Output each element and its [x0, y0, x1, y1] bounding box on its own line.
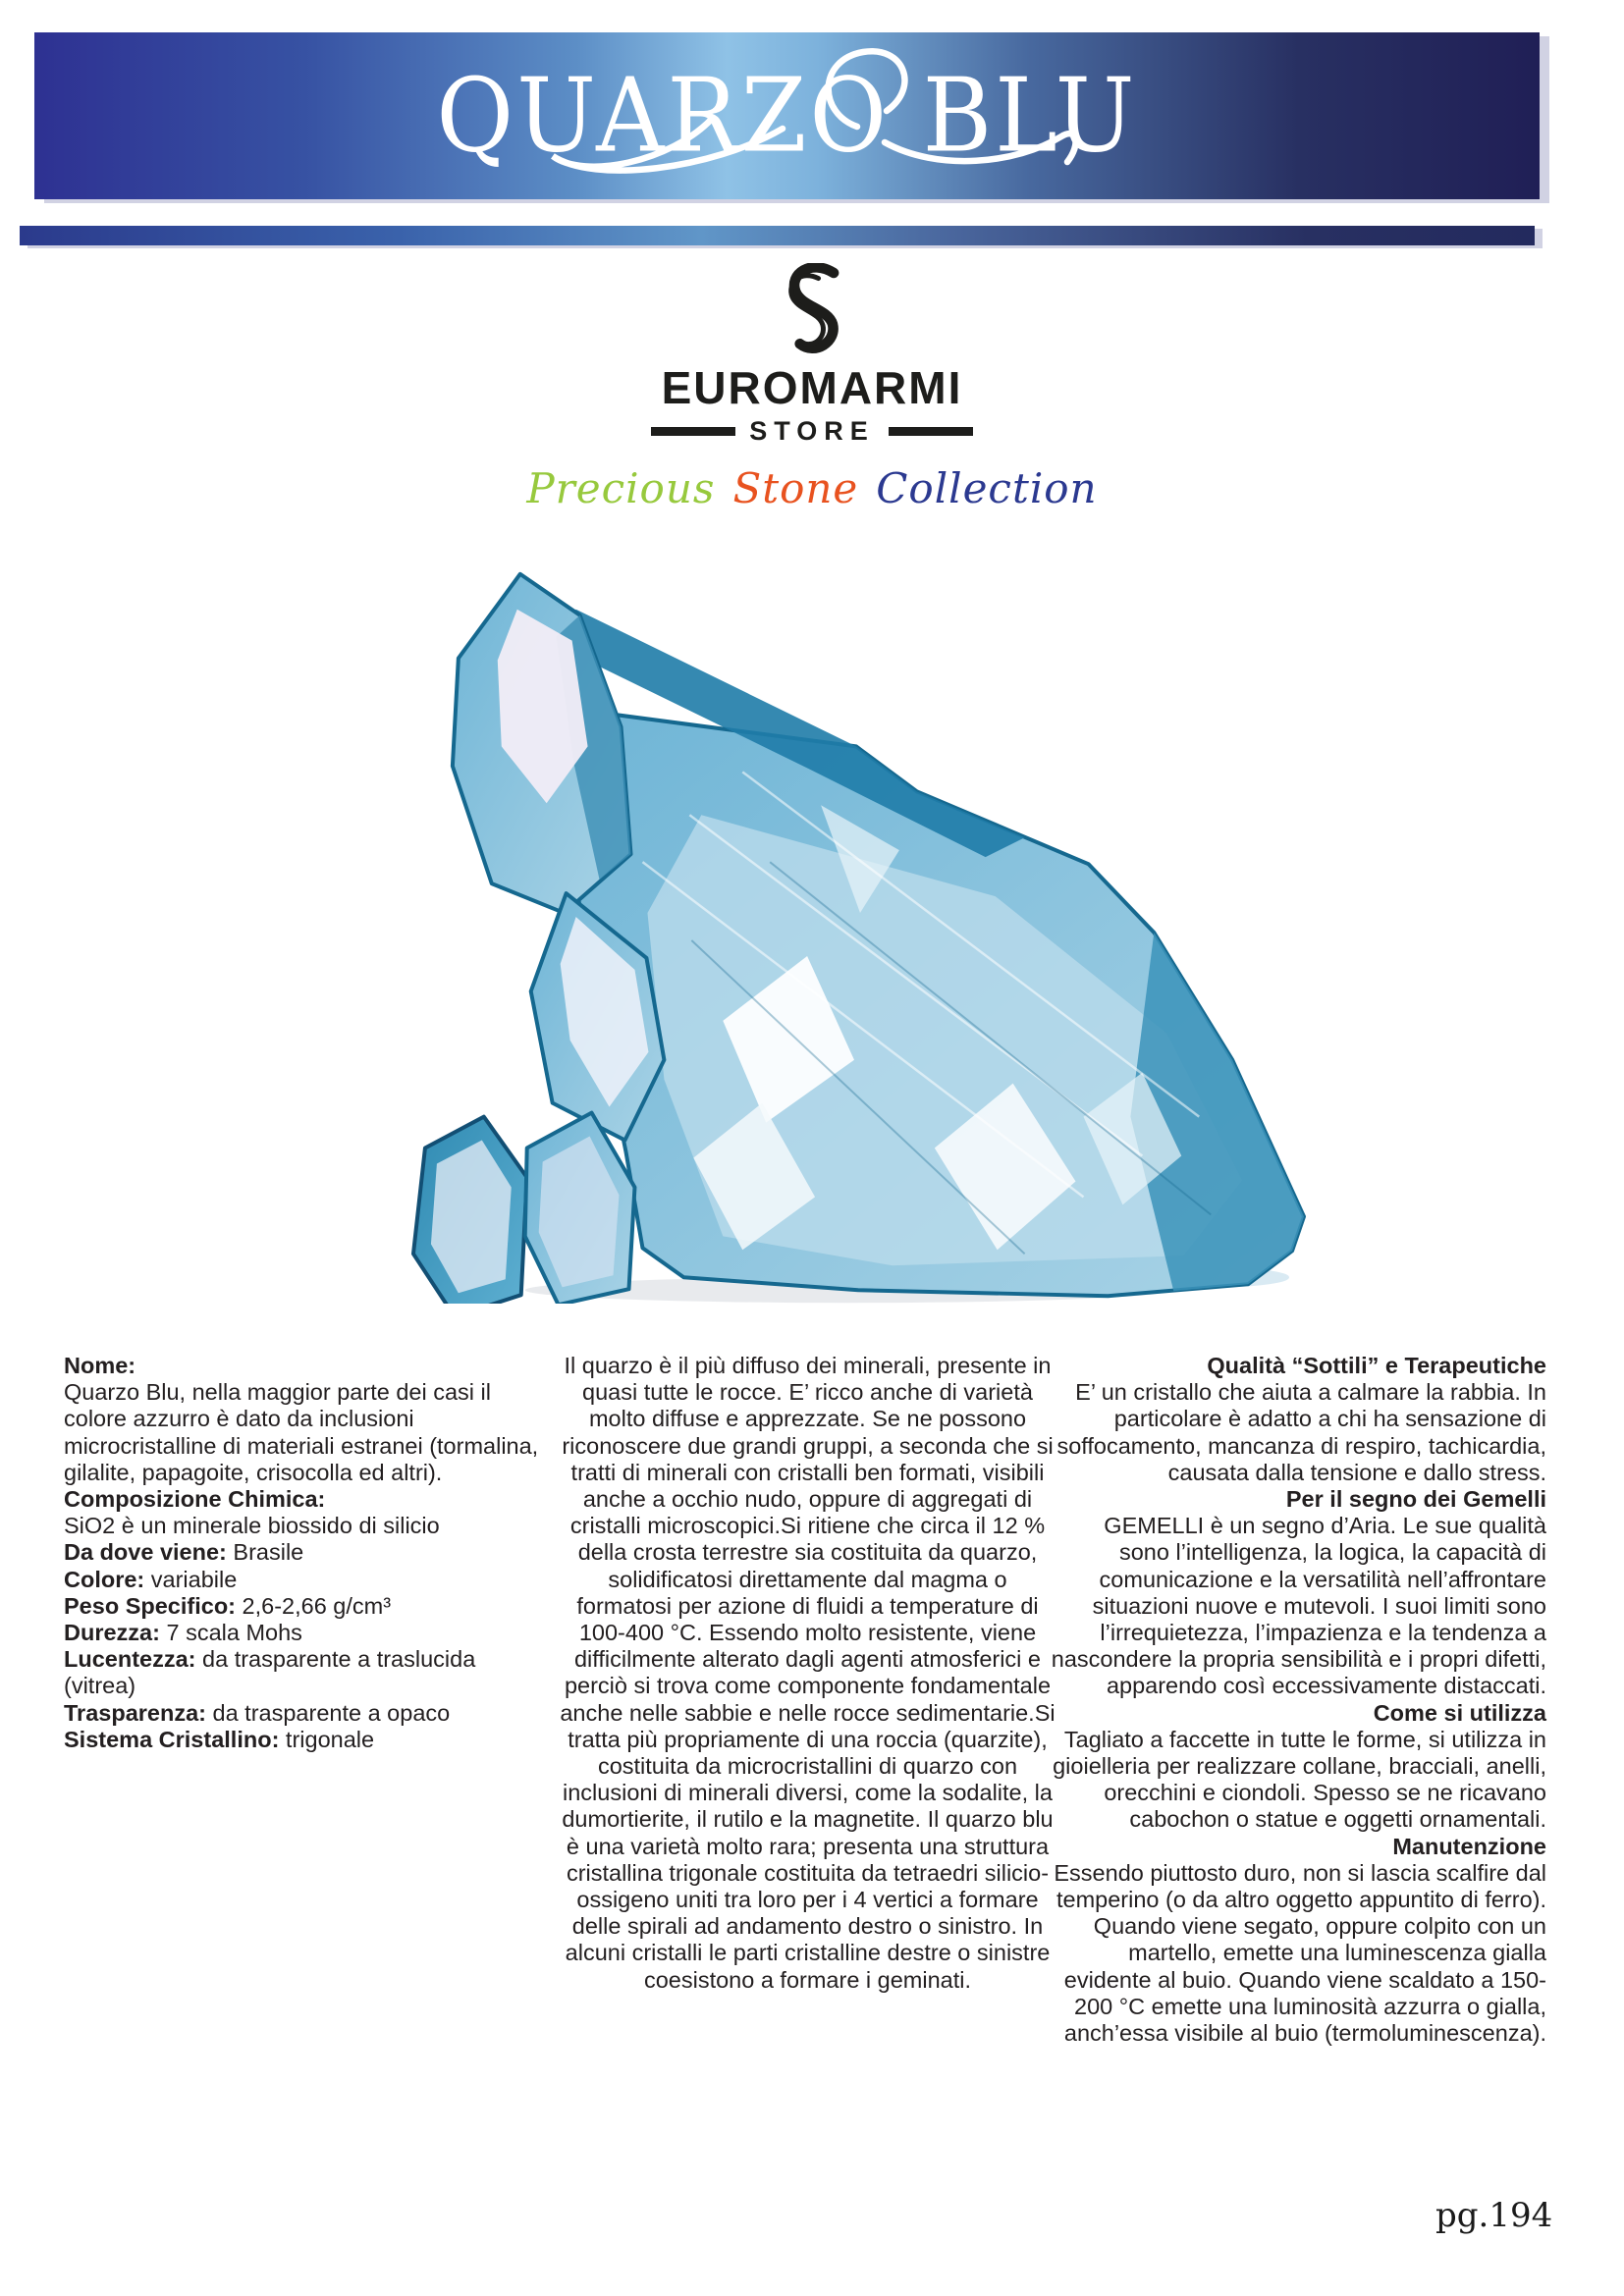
property-row [64, 1567, 552, 1593]
property-label: Da dove viene: [64, 1539, 227, 1566]
property-row [64, 1539, 552, 1566]
store-label: STORE [749, 416, 875, 446]
page-number: pg.194 [1435, 2196, 1553, 2235]
collection-word-collection: Collection [876, 464, 1098, 512]
property-row [64, 1513, 552, 1539]
property-row [64, 1593, 552, 1620]
header-divider-bar [20, 226, 1535, 245]
property-label: Sistema Cristallino: [64, 1726, 280, 1752]
section-body: Tagliato a faccette in tutte le forme, si utilizza in gioielleria per realizzare collane, bracciali, anelli, orecchini e ciondoli. Spesso se ne ricavano cabochon o statue e oggetti ornamentali. [1053, 1726, 1546, 1833]
column-properties [64, 1353, 552, 1753]
column-qualities [1051, 1353, 1546, 2047]
page-title: QUARZO BLU [436, 56, 1138, 176]
brand-name: EUROMARMI [661, 362, 963, 413]
property-value: da trasparente a traslucida (vitrea) [64, 1646, 476, 1699]
property-value: SiO2 è un minerale biossido di silicio [64, 1513, 440, 1539]
description-text: Il quarzo è il più diffuso dei minerali, presente in quasi tutte le rocce. E’ ricco anche di varietà molto diffuse e apprezzate. Se ne possono riconoscere due grandi gruppi, a seconda che si tratti di minerali con cristalli ben formati, visibili anche a occhio nudo, oppure di aggregati di cristalli microscopici.Si ritiene che circa il 12 % della crosta terrestre sia costituita da quarzo, solidificatosi direttamente dal magma o formatosi per azione di fluidi a temperature di 100-400 °C. Essendo molto resistente, viene difficilmente alterato dagli agenti atmosferici e perciò si trova come componente fondamentale anche nelle sabbie e nelle rocce sedimentarie.Si tratta più propriamente di una roccia (quarzite), costituita da microcristallini di quarzo con inclusioni di minerali diversi, come la sodalite, la dumortierite, il rutilo e la magnetite. Il quarzo blu è una varietà molto rara; presenta una struttura cristallina trigonale costituita da tetraedri silicio-ossigeno uniti tra loro per i 4 vertici a formare delle spirali ad andamento destro o sinistro. In alcuni cristalli le parti cristalline destre o sinistre coesistono a formare i geminati. [560, 1353, 1056, 1993]
section-body: Essendo piuttosto duro, non si lascia scalfire dal temperino (o da altro oggetto appuntito di ferro). Quando viene segato, oppure colpito con un martello, emette una luminescenza gialla evidente al buio. Quando viene scaldato a 150-200 °C emette una luminosità azzurra o gialla, anch’essa visibile al buio (termoluminescenza). [1054, 1859, 1546, 2047]
section-heading: Per il segno dei Gemelli [1285, 1486, 1546, 1513]
property-row [64, 1379, 552, 1486]
section-heading: Come si utilizza [1373, 1699, 1546, 1726]
property-value: variabile [144, 1566, 238, 1592]
store-rule-right [889, 427, 973, 436]
property-value: da trasparente a opaco [205, 1699, 451, 1726]
property-value: trigonale [279, 1726, 375, 1752]
property-row [64, 1646, 552, 1699]
property-label: Composizione Chimica: [64, 1486, 326, 1513]
property-row [64, 1353, 552, 1379]
collection-word-precious: Precious [526, 464, 716, 512]
property-row [64, 1727, 552, 1753]
section [1051, 1700, 1546, 1834]
property-label: Colore: [64, 1566, 145, 1592]
store-row [651, 418, 973, 445]
property-value: 7 scala Mohs [159, 1620, 302, 1646]
column-description [560, 1353, 1056, 1994]
property-row [64, 1620, 552, 1646]
collection-title [517, 464, 1106, 513]
collection-word-stone: Stone [732, 464, 859, 512]
property-value: Brasile [226, 1539, 304, 1566]
property-label: Lucentezza: [64, 1646, 196, 1673]
brand-logo [0, 263, 1624, 513]
section-body: GEMELLI è un segno d’Aria. Le sue qualità sono l’intelligenza, la logica, la capacità di comunicazione e la versatilità nell’affrontare situazioni nuove e mutevoli. I suoi limiti sono l’irrequietezza, l’impazienza e la tendenza a nascondere la propria sensibilità e i propri difetti, apparendo così eccessivamente distaccati. [1051, 1513, 1546, 1699]
section [1051, 1834, 1546, 2048]
header-banner [34, 32, 1540, 199]
section [1051, 1353, 1546, 1486]
section-heading: Manutenzione [1392, 1833, 1546, 1859]
property-label: Nome: [64, 1353, 136, 1378]
euromarmi-monogram-icon [774, 263, 850, 361]
property-label: Peso Specifico: [64, 1592, 236, 1619]
property-label: Durezza: [64, 1620, 160, 1646]
section [1051, 1486, 1546, 1700]
property-value: Quarzo Blu, nella maggior parte dei casi il colore azzurro è dato da inclusioni microcristalline di materiali estranei (tormalina, gilalite, papagoite, crisocolla ed altri). [64, 1379, 539, 1485]
property-value: 2,6-2,66 g/cm³ [236, 1592, 392, 1619]
property-row [64, 1700, 552, 1727]
crystal-image [398, 567, 1309, 1304]
section-body: E’ un cristallo che aiuta a calmare la rabbia. In particolare è adatto a chi ha sensazione di soffocamento, mancanza di respiro, tachicardia, causata dalla tensione e dallo stress. [1056, 1379, 1546, 1485]
store-rule-left [651, 427, 735, 436]
property-label: Trasparenza: [64, 1699, 206, 1726]
property-row [64, 1486, 552, 1513]
section-heading: Qualità “Sottili” e Terapeutiche [1207, 1353, 1546, 1378]
